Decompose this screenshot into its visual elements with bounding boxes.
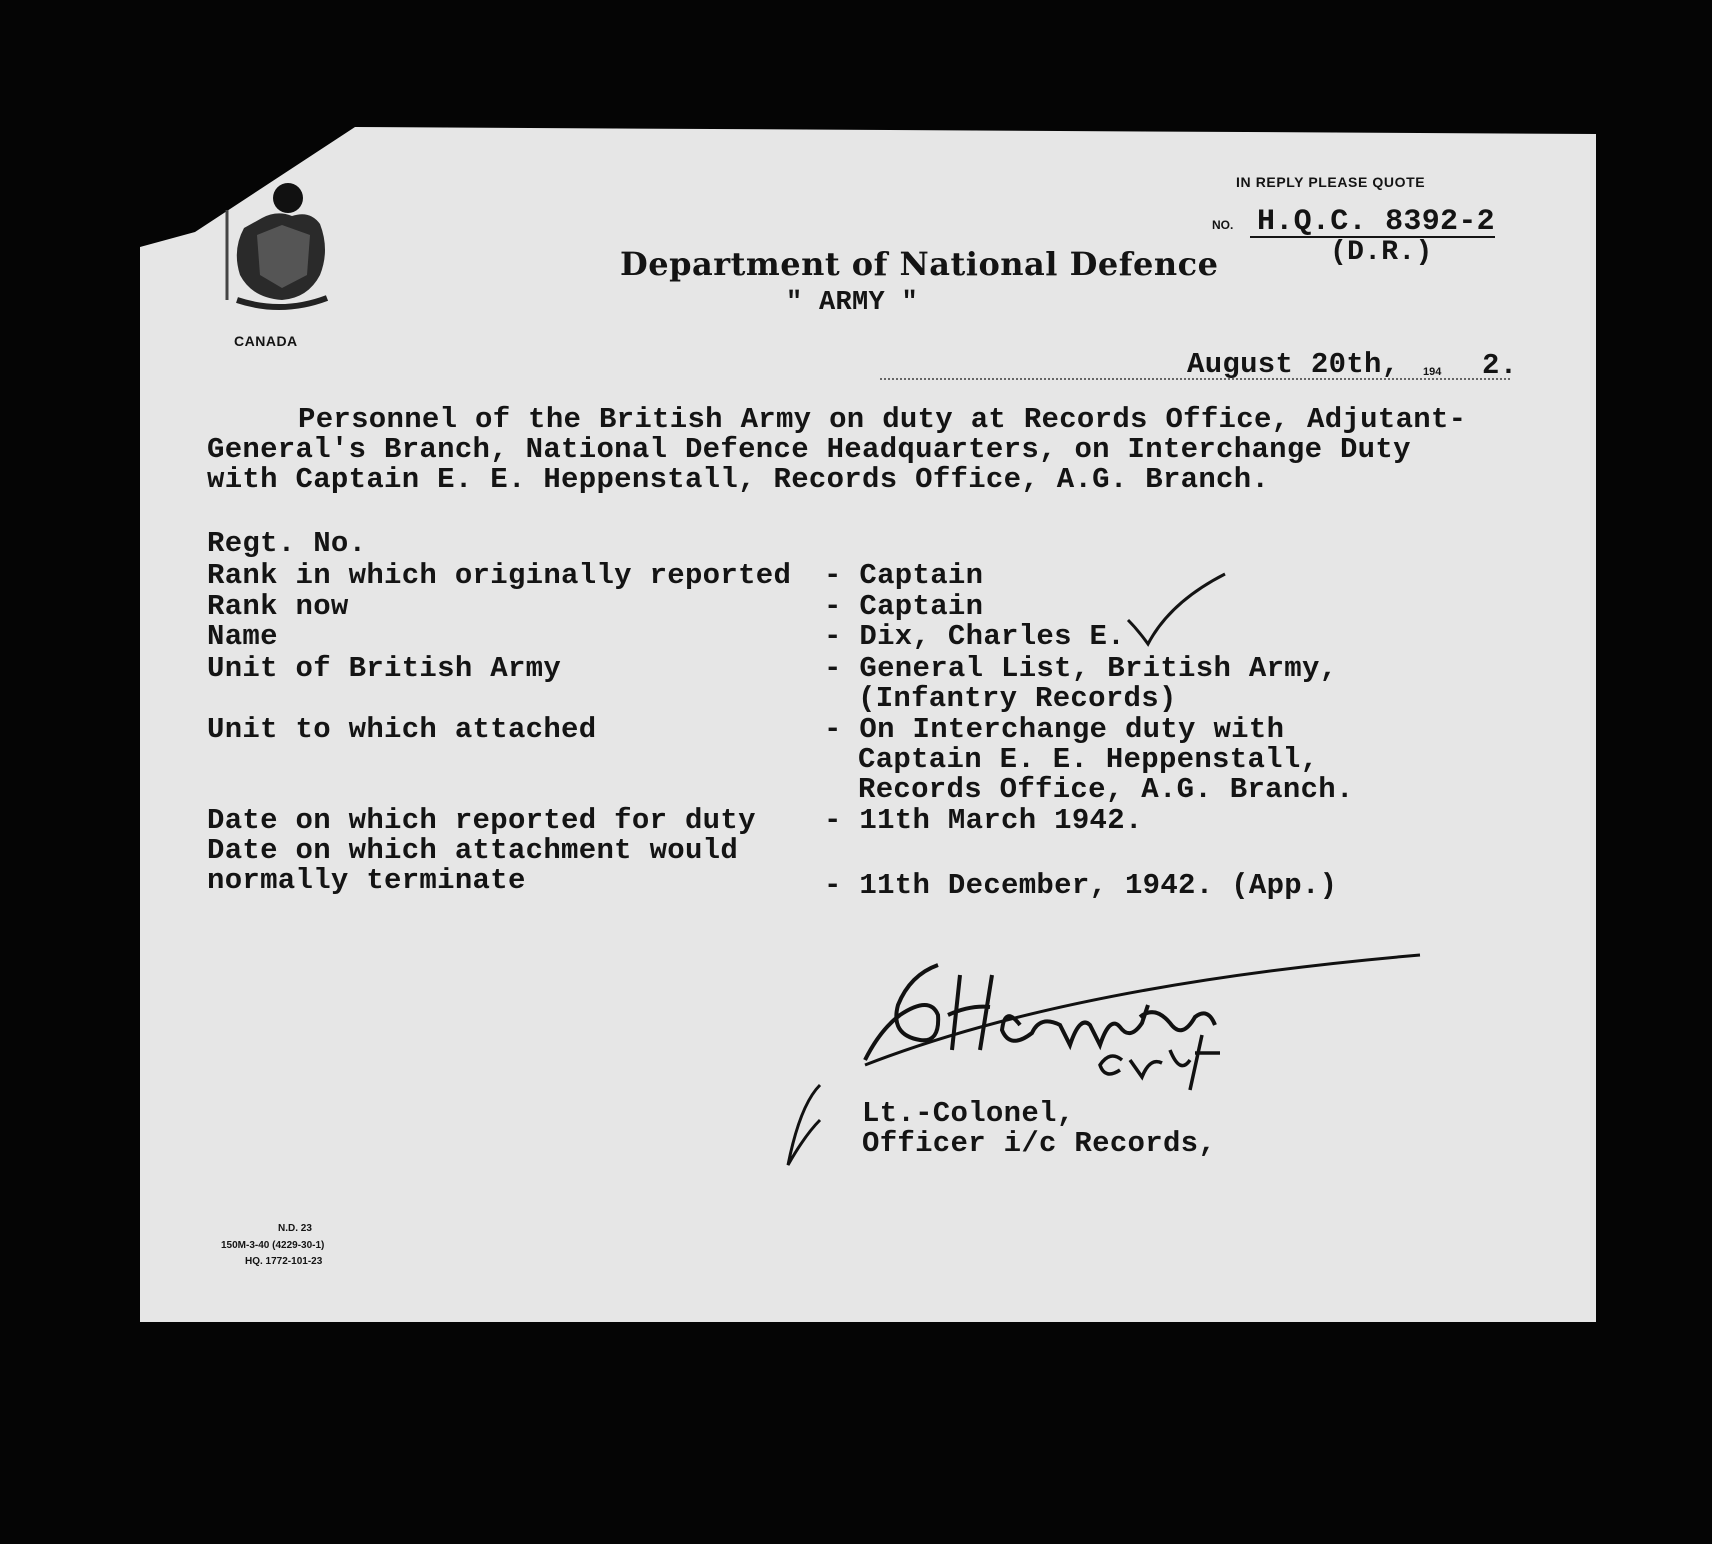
branch-heading: " ARMY " xyxy=(786,288,919,318)
date-year: 2. xyxy=(1482,349,1518,382)
reference-sub: (D.R.) xyxy=(1330,237,1433,268)
form-code-3: HQ. 1772-101-23 xyxy=(245,1256,323,1267)
unit-value-1: - General List, British Army, xyxy=(824,652,1338,685)
checkmark-icon xyxy=(1120,572,1230,652)
department-heading: Department of National Defence xyxy=(620,245,1219,283)
reported-value: - 11th March 1942. xyxy=(824,804,1143,837)
date-century: 194 xyxy=(1423,366,1442,378)
rank-orig-label: Rank in which originally reported xyxy=(207,559,792,592)
form-code-2: 150M-3-40 (4229-30-1) xyxy=(221,1240,325,1251)
intro-line-2: General's Branch, National Defence Headquarters, on Interchange Duty xyxy=(207,433,1411,466)
rank-orig-value: - Captain xyxy=(824,559,984,592)
unit-value-2: (Infantry Records) xyxy=(858,682,1177,715)
name-value: - Dix, Charles E. xyxy=(824,620,1125,653)
date-month-day: August 20th, xyxy=(1187,348,1400,381)
terminate-label-1: Date on which attachment would xyxy=(207,834,739,867)
form-code-1: N.D. 23 xyxy=(278,1223,312,1234)
intro-line-3: with Captain E. E. Heppenstall, Records Office, A.G. Branch. xyxy=(207,463,1270,496)
signatory-title-2: Officer i/c Records, xyxy=(862,1127,1217,1160)
rank-now-value: - Captain xyxy=(824,590,984,623)
attached-label: Unit to which attached xyxy=(207,713,597,746)
attached-value-3: Records Office, A.G. Branch. xyxy=(858,773,1354,806)
unit-label: Unit of British Army xyxy=(207,652,562,685)
ref-prefix: NO. xyxy=(1212,218,1234,232)
intro-line-1: Personnel of the British Army on duty at Records Office, Adjutant- xyxy=(298,403,1467,436)
regt-no-label: Regt. No. xyxy=(207,527,367,560)
signatory-title-1: Lt.-Colonel, xyxy=(862,1097,1075,1130)
name-label: Name xyxy=(207,620,278,653)
terminate-label-2: normally terminate xyxy=(207,864,526,897)
rank-now-label: Rank now xyxy=(207,590,349,623)
terminate-value: - 11th December, 1942. (App.) xyxy=(824,869,1338,902)
reply-note: IN REPLY PLEASE QUOTE xyxy=(1236,174,1426,190)
reported-label: Date on which reported for duty xyxy=(207,804,756,837)
country-label: CANADA xyxy=(234,333,298,349)
attached-value-2: Captain E. E. Heppenstall, xyxy=(858,743,1319,776)
reference-number: H.Q.C. 8392-2 xyxy=(1257,205,1495,239)
coat-of-arms-emblem xyxy=(222,180,332,325)
attached-value-1: - On Interchange duty with xyxy=(824,713,1285,746)
